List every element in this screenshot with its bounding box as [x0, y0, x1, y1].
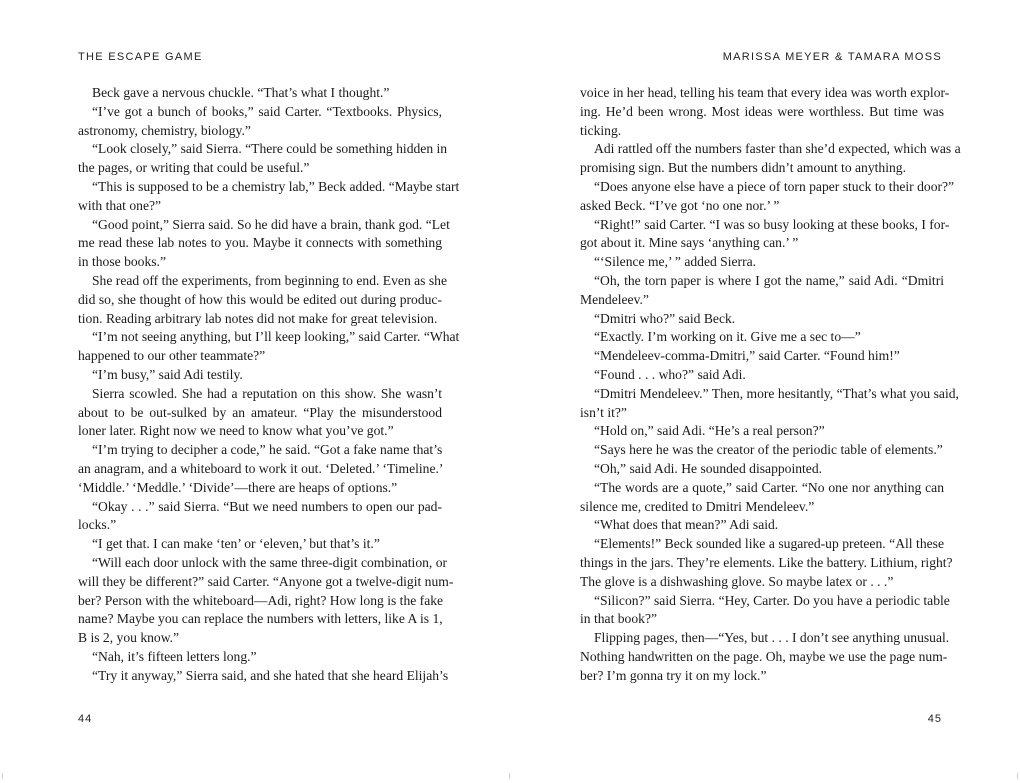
- text-line: an anagram, and a whiteboard to work it out. ‘Deleted.’ ‘Timeline.’: [78, 460, 444, 476]
- text-line: in those books.”: [78, 254, 166, 270]
- text-line: “Nah, it’s fifteen letters long.”: [92, 648, 257, 664]
- text-line: about to be out-sulked by an amateur. “Play the misunderstood: [78, 404, 442, 420]
- text-line: Nothing handwritten on the page. Oh, maybe we use the page num-: [580, 648, 948, 664]
- text-line: “Right!” said Carter. “I was so busy looking at these books, I for-: [594, 216, 950, 232]
- text-line: “The words are a quote,” said Carter. “No one nor anything can: [594, 479, 944, 495]
- text-line: “I get that. I can make ‘ten’ or ‘eleven,’ but that’s it.”: [92, 536, 380, 552]
- text-line: locks.”: [78, 517, 117, 533]
- text-line: promising sign. But the numbers didn’t amount to anything.: [580, 160, 906, 176]
- right-page: [510, 0, 1020, 783]
- text-line: “Says here he was the creator of the periodic table of elements.”: [594, 442, 943, 458]
- text-line: “Oh,” said Adi. He sounded disappointed.: [594, 460, 823, 476]
- text-line: She read off the experiments, from beginning to end. Even as she: [92, 272, 447, 288]
- text-line: “I’m not seeing anything, but I’ll keep looking,” said Carter. “What: [92, 329, 460, 345]
- text-line: got about it. Mine says ‘anything can.’ ”: [580, 235, 799, 251]
- text-line: “Look closely,” said Sierra. “There could be something hidden in: [92, 141, 448, 157]
- text-line: “Will each door unlock with the same three-digit combination, or: [92, 554, 448, 570]
- text-line: “Try it anyway,” Sierra said, and she hated that she heard Elijah’s: [92, 667, 449, 683]
- text-line: “I’m busy,” said Adi testily.: [92, 366, 243, 382]
- text-line: tion. Reading arbitrary lab notes did not make for great television.: [78, 310, 438, 326]
- text-line: the pages, or writing that could be useful.”: [78, 160, 310, 176]
- text-line: “Hold on,” said Adi. “He’s a real person?”: [594, 423, 825, 439]
- text-line: ber? I’m gonna try it on my lock.”: [580, 667, 767, 683]
- right-page-body-text: [580, 84, 961, 686]
- text-line: ‘Middle.’ ‘Meddle.’ ‘Divide’—there are heaps of options.”: [78, 479, 398, 495]
- text-line: “Does anyone else have a piece of torn paper stuck to their door?”: [594, 178, 955, 194]
- text-line: in that book?”: [580, 611, 658, 627]
- text-line: loner later. Right now we need to know what you’ve got.”: [78, 423, 394, 439]
- text-line: did so, she thought of how this would be edited out during produc-: [78, 291, 442, 307]
- text-line: “I’m trying to decipher a code,” he said. “Got a fake name that’s: [92, 442, 443, 458]
- text-line: Adi rattled off the numbers faster than she’d expected, which was a: [594, 141, 961, 157]
- text-line: voice in her head, telling his team that every idea was worth explor-: [580, 85, 950, 100]
- text-line: “Dmitri who?” said Beck.: [594, 310, 736, 326]
- page-edge-mark: [1017, 773, 1018, 779]
- page-number: 45: [927, 713, 942, 725]
- text-line: things in the jars. They’re elements. Like the battery. Lithium, right?: [580, 554, 953, 570]
- text-line: silence me, credited to Dmitri Mendeleev.”: [580, 498, 815, 514]
- text-line: “Exactly. I’m working on it. Give me a sec to—”: [594, 329, 861, 345]
- text-line: with that one?”: [78, 197, 162, 213]
- text-line: happened to our other teammate?”: [78, 348, 266, 364]
- gutter-mark: [509, 773, 510, 779]
- text-line: Mendeleev.”: [580, 291, 649, 307]
- text-line: Sierra scowled. She had a reputation on this show. She wasn’t: [92, 385, 442, 401]
- text-line: Flipping pages, then—“Yes, but . . . I don’t see anything unusual.: [594, 630, 950, 646]
- text-line: “Elements!” Beck sounded like a sugared-up preteen. “All these: [594, 536, 944, 552]
- text-line: asked Beck. “I’ve got ‘no one nor.’ ”: [580, 197, 780, 213]
- running-head-authors: MARISSA MEYER & TAMARA MOSS: [722, 51, 942, 63]
- left-page-body-text: [78, 84, 460, 686]
- text-line: “Silicon?” said Sierra. “Hey, Carter. Do you have a periodic table: [594, 592, 950, 608]
- text-line: “Oh, the torn paper is where I got the name,” said Adi. “Dmitri: [594, 272, 944, 288]
- text-line: me read these lab notes to you. Maybe it connects with something: [78, 235, 442, 251]
- text-line: ing. He’d been wrong. Most ideas were worthless. But time was: [580, 103, 944, 119]
- page-number: 44: [78, 713, 93, 725]
- text-line: will they be different?” said Carter. “Anyone got a twelve-digit num-: [78, 573, 454, 589]
- text-line: The glove is a dishwashing glove. So maybe latex or . . .”: [580, 573, 894, 589]
- text-line: “I’ve got a bunch of books,” said Carter. “Textbooks. Physics,: [92, 103, 442, 119]
- text-line: “Okay . . .” said Sierra. “But we need numbers to open our pad-: [92, 498, 442, 514]
- text-line: Beck gave a nervous chuckle. “That’s what I thought.”: [92, 85, 390, 100]
- text-line: B is 2, you know.”: [78, 630, 180, 646]
- text-line: astronomy, chemistry, biology.”: [78, 122, 251, 138]
- text-line: name? Maybe you can replace the numbers with letters, like A is 1,: [78, 611, 443, 627]
- page-edge-mark: [2, 773, 3, 779]
- text-line: isn’t it?”: [580, 404, 627, 420]
- text-line: “Found . . . who?” said Adi.: [594, 366, 746, 382]
- text-line: “Mendeleev-comma-Dmitri,” said Carter. “Found him!”: [594, 348, 900, 364]
- text-line: “‘Silence me,’ ” added Sierra.: [594, 254, 757, 270]
- text-line: “This is supposed to be a chemistry lab,” Beck added. “Maybe start: [92, 178, 460, 194]
- text-line: ticking.: [580, 122, 622, 138]
- text-line: “Dmitri Mendeleev.” Then, more hesitantly, “That’s what you said,: [594, 385, 959, 401]
- text-line: “What does that mean?” Adi said.: [594, 517, 779, 533]
- text-line: “Good point,” Sierra said. So he did have a brain, thank god. “Let: [92, 216, 450, 232]
- running-head-book-title: THE ESCAPE GAME: [78, 51, 203, 63]
- text-line: ber? Person with the whiteboard—Adi, right? How long is the fake: [78, 592, 444, 608]
